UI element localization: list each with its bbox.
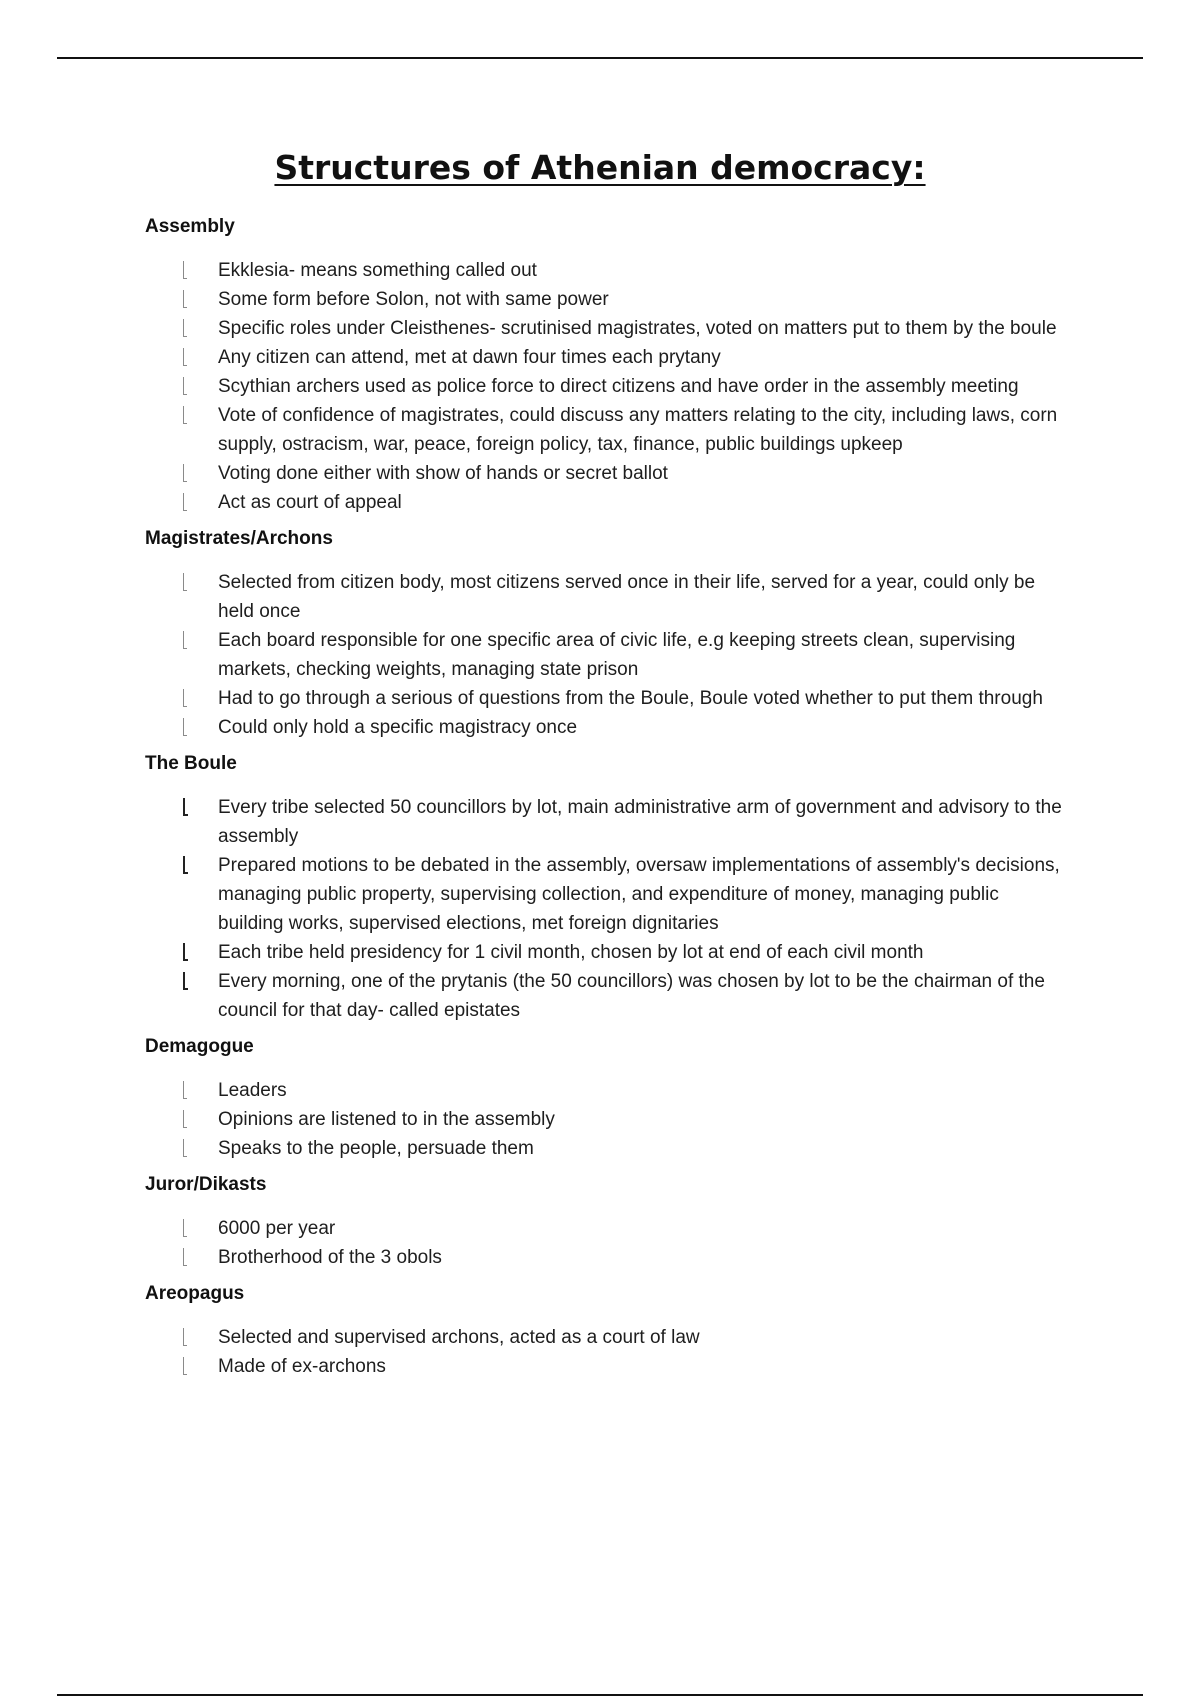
- section-demagogue: [145, 1035, 1065, 1163]
- list-item: [145, 285, 1065, 314]
- section-heading: Areopagus: [145, 1283, 245, 1304]
- list-item: [145, 713, 1065, 742]
- list-item: [145, 793, 1065, 851]
- list-item: [145, 568, 1065, 626]
- list-item-text: Speaks to the people, persuade them: [218, 1138, 534, 1159]
- list-item: [145, 684, 1065, 713]
- list-item-text: Voting done either with show of hands or secret ballot: [218, 463, 668, 484]
- list-item: [145, 488, 1065, 517]
- bullet-marker-icon: [183, 631, 187, 649]
- section-heading: Magistrates/Archons: [145, 528, 333, 549]
- list-item: [145, 851, 1065, 938]
- bullet-marker-icon: [183, 972, 188, 990]
- section-magistrates: [145, 527, 1065, 742]
- section-assembly: [145, 215, 1065, 517]
- list-item: [145, 343, 1065, 372]
- bullet-marker-icon: [183, 493, 187, 511]
- section-heading: The Boule: [145, 753, 237, 774]
- list-item-text: Any citizen can attend, met at dawn four times each prytany: [218, 347, 721, 368]
- list-item-text: Brotherhood of the 3 obols: [218, 1247, 442, 1268]
- section-heading: Juror/Dikasts: [145, 1174, 267, 1195]
- bullet-marker-icon: [183, 689, 187, 707]
- list-item: [145, 401, 1065, 459]
- list-item-text: Each tribe held presidency for 1 civil month, chosen by lot at end of each civil month: [218, 942, 924, 963]
- list-item-text: Vote of confidence of magistrates, could discuss any matters relating to the city, including laws, corn supply, ostracism, war, peace, foreign policy, tax, finance, public buildings upkeep: [218, 405, 1058, 455]
- bullet-marker-icon: [183, 1248, 187, 1266]
- list-item-text: Selected from citizen body, most citizens served once in their life, served for a year, could only be held once: [218, 572, 1036, 622]
- list-item-text: Some form before Solon, not with same power: [218, 289, 609, 310]
- list-item: [145, 314, 1065, 343]
- list-item-text: Could only hold a specific magistracy once: [218, 717, 578, 738]
- bullet-marker-icon: [183, 261, 187, 279]
- bullet-marker-icon: [183, 348, 187, 366]
- bullet-list: [145, 1323, 1065, 1381]
- bullet-marker-icon: [183, 1357, 187, 1375]
- bullet-list: [145, 568, 1065, 742]
- bullet-marker-icon: [183, 1081, 187, 1099]
- bullet-marker-icon: [183, 377, 187, 395]
- list-item-text: Scythian archers used as police force to direct citizens and have order in the assembly meeting: [218, 376, 1019, 397]
- list-item-text: Selected and supervised archons, acted as a court of law: [218, 1327, 700, 1348]
- list-item: [145, 1352, 1065, 1381]
- list-item-text: Had to go through a serious of questions from the Boule, Boule voted whether to put them through: [218, 688, 1043, 709]
- list-item: [145, 1076, 1065, 1105]
- bullet-marker-icon: [183, 464, 187, 482]
- list-item: [145, 967, 1065, 1025]
- list-item-text: Opinions are listened to in the assembly: [218, 1109, 555, 1130]
- bullet-marker-icon: [183, 319, 187, 337]
- bullet-list: [145, 793, 1065, 1025]
- bullet-marker-icon: [183, 856, 188, 874]
- section-jurors: [145, 1173, 1065, 1272]
- list-item: [145, 938, 1065, 967]
- bullet-marker-icon: [183, 1139, 187, 1157]
- bullet-marker-icon: [183, 718, 187, 736]
- list-item: [145, 1214, 1065, 1243]
- document-body: [145, 215, 1065, 1391]
- list-item-text: 6000 per year: [218, 1218, 336, 1239]
- list-item: [145, 459, 1065, 488]
- list-item-text: Every tribe selected 50 councillors by lot, main administrative arm of government and advisory to the assembly: [218, 797, 1062, 847]
- list-item: [145, 1134, 1065, 1163]
- bullet-marker-icon: [183, 290, 187, 308]
- list-item: [145, 626, 1065, 684]
- list-item: [145, 1323, 1065, 1352]
- list-item: [145, 372, 1065, 401]
- list-item-text: Prepared motions to be debated in the assembly, oversaw implementations of assembly's decisions, managing public property, supervising collection, and expenditure of money, managing public building works, supervised elections, met foreign dignitaries: [218, 855, 1060, 934]
- bullet-list: [145, 256, 1065, 517]
- list-item: [145, 1105, 1065, 1134]
- bullet-marker-icon: [183, 1219, 187, 1237]
- bullet-marker-icon: [183, 1328, 187, 1346]
- section-heading: Demagogue: [145, 1036, 254, 1057]
- bullet-marker-icon: [183, 573, 187, 591]
- list-item-text: Made of ex-archons: [218, 1356, 386, 1377]
- bottom-rule: [57, 1694, 1143, 1696]
- list-item: [145, 256, 1065, 285]
- list-item-text: Specific roles under Cleisthenes- scrutinised magistrates, voted on matters put to them by the boule: [218, 318, 1057, 339]
- bullet-list: [145, 1076, 1065, 1163]
- bullet-marker-icon: [183, 798, 188, 816]
- bullet-marker-icon: [183, 1110, 187, 1128]
- bullet-marker-icon: [183, 406, 187, 424]
- page-title: Structures of Athenian democracy:: [274, 148, 926, 187]
- section-boule: [145, 752, 1065, 1025]
- list-item-text: Ekklesia- means something called out: [218, 260, 537, 281]
- bullet-marker-icon: [183, 943, 188, 961]
- list-item: [145, 1243, 1065, 1272]
- list-item-text: Each board responsible for one specific area of civic life, e.g keeping streets clean, supervising markets, checking weights, managing state prison: [218, 630, 1016, 680]
- list-item-text: Leaders: [218, 1080, 287, 1101]
- bullet-list: [145, 1214, 1065, 1272]
- list-item-text: Every morning, one of the prytanis (the 50 councillors) was chosen by lot to be the chairman of the council for that day- called epistates: [218, 971, 1045, 1021]
- top-rule: [57, 57, 1143, 59]
- section-areopagus: [145, 1282, 1065, 1381]
- section-heading: Assembly: [145, 216, 235, 237]
- list-item-text: Act as court of appeal: [218, 492, 402, 513]
